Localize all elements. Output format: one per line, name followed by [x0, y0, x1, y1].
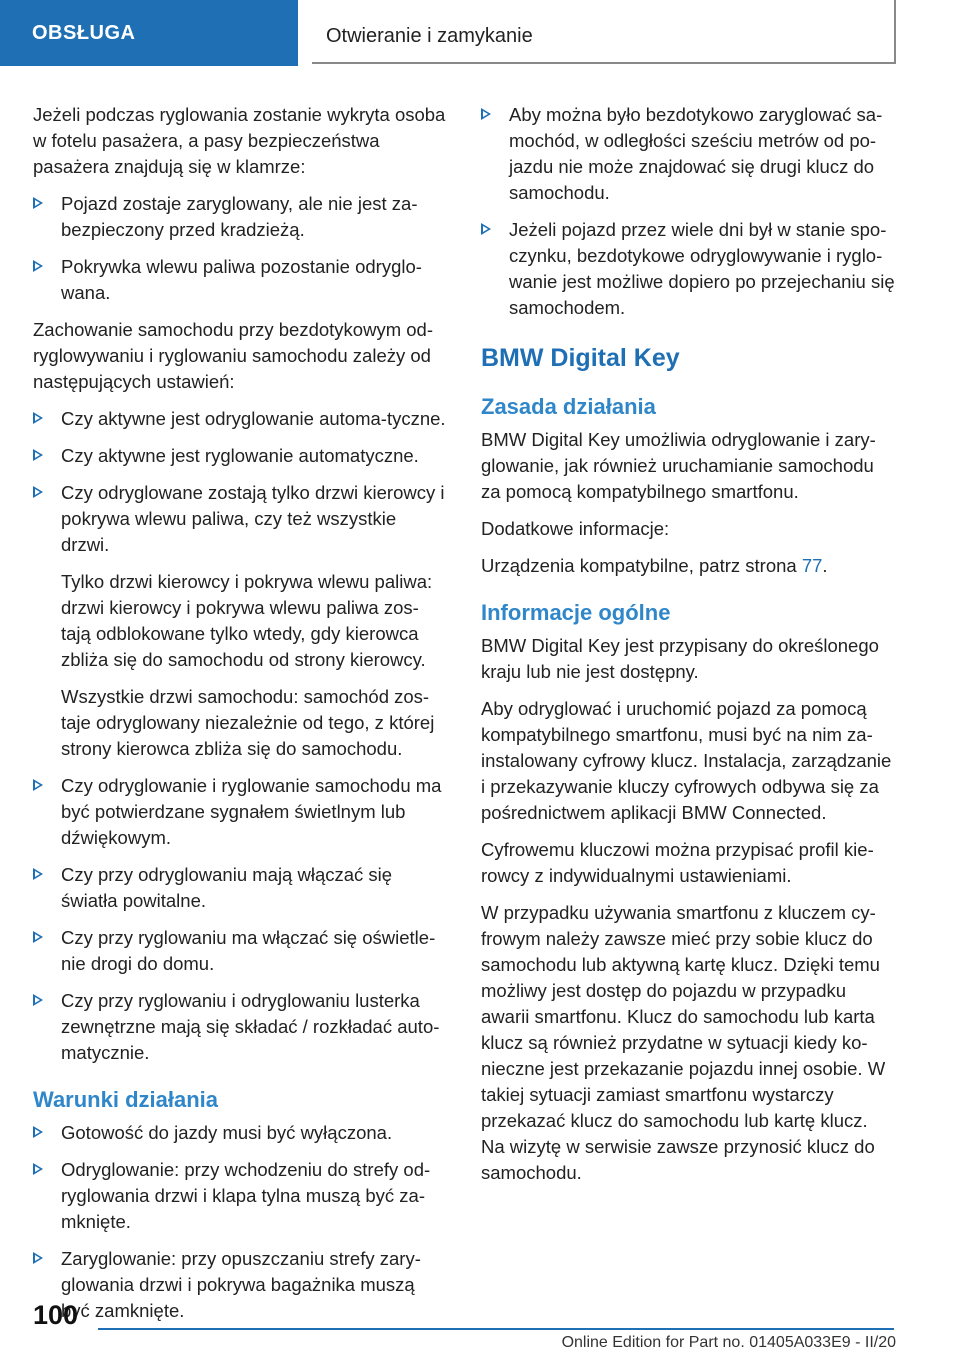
list-item: Czy przy ryglowaniu i odryglowaniu lusterka zewnętrzne mają się składać / rozkładać auto-matycznie. — [33, 988, 448, 1066]
additional-info: Dodatkowe informacje: — [481, 518, 670, 539]
bullet-triangle-icon — [33, 449, 43, 461]
sub-paragraph: Tylko drzwi kierowcy i pokrywa wlewu paliwa: drzwi kierowcy i pokrywa wlewu paliwa zos-tają odblokowane tylko wtedy, gdy kierowca zbliża się do samochodu od strony kierowcy. — [61, 571, 433, 670]
list-item: Czy przy odryglowaniu mają włączać się światła powitalne. — [33, 862, 448, 914]
general-paragraph: BMW Digital Key jest przypisany do określonego kraju lub nie jest dostępny. — [481, 635, 879, 682]
bullet-triangle-icon — [33, 197, 43, 209]
chapter-title-text: Otwieranie i zamykanie — [326, 24, 533, 47]
general-heading: Informacje ogólne — [481, 600, 671, 625]
list-item: Jeżeli pojazd przez wiele dni był w stanie spo-czynku, bezdotykowe odryglowywanie i ryglo-wanie jest możliwe dopiero po przejechaniu się samochodem. — [481, 217, 896, 321]
list-item: Aby można było bezdotykowo zaryglować sa-mochód, w odległości sześciu metrów od po-jazdu nie może znajdować się drugi klucz do samochodu. — [481, 102, 896, 206]
list-item: Pojazd zostaje zaryglowany, ale nie jest za-bezpieczony przed kradzieżą. — [33, 191, 448, 243]
list-item: Czy aktywne jest ryglowanie automatyczne. — [33, 443, 448, 469]
general-paragraph: Aby odryglować i uruchomić pojazd za pomocą kompatybilnego smartfonu, musi być na nim za-instalowany cyfrowy klucz. Instalacja, zarządzanie i przekazywanie kluczy cyfrowych odbywa się za pośrednictwem aplikacji BMW Connected. — [481, 698, 892, 823]
section-title: BMW Digital Key — [481, 344, 680, 372]
general-paragraph: W przypadku używania smartfonu z kluczem cy-frowym należy zawsze mieć przy sobie klucz do samochodu lub aktywną kartę klucz. Dzięki temu możliwy jest dostęp do pojazdu w przypadku awarii smartfonu. Klucz do samochodu lub karta klucz są również przydatne w sytuacji kiedy ko-nieczne jest przekazanie pojazdu innej osobie. W takiej sytuacji zamiast smartfonu wystarczy przekazać klucz do samochodu lub kartę klucz. Na wizytę w serwisie zawsze przynosić klucz do samochodu. — [481, 902, 886, 1183]
proximity-list — [481, 102, 896, 321]
list-item: Odryglowanie: przy wchodzeniu do strefy od-ryglowania drzwi i klapa tylna muszą być za-mknięte. — [33, 1157, 448, 1235]
list-item: Czy odryglowanie i ryglowanie samochodu ma być potwierdzane sygnałem świetlnym lub dźwiękowym. — [33, 773, 448, 851]
bullet-triangle-icon — [33, 868, 43, 880]
bullet-triangle-icon — [33, 486, 43, 498]
page-link[interactable]: 77 — [801, 555, 823, 576]
bullet-triangle-icon — [33, 1252, 43, 1264]
left-column — [33, 102, 448, 1335]
list-item: Zaryglowanie: przy opuszczaniu strefy zary-glowania drzwi i pokrywa bagażnika muszą być zamknięte. — [33, 1246, 448, 1324]
settings-list — [33, 406, 448, 1066]
principle-heading: Zasada działania — [481, 394, 656, 419]
principle-paragraph: BMW Digital Key umożliwia odryglowanie i zary-glowanie, jak również uruchamianie samochodu za pomocą kompatybilnego smartfonu. — [481, 429, 876, 502]
bullet-triangle-icon — [33, 260, 43, 272]
list-item: Czy odryglowane zostają tylko drzwi kierowcy i pokrywa wlewu paliwa, czy też wszystkie drzwi. Tylko drzwi kierowcy i pokrywa wlewu paliwa: drzwi kierowcy i pokrywa wlewu paliwa zos-tają odblokowane tylko wtedy, gdy kierowca zbliża się do samochodu od strony kierowcy. Wszystkie drzwi samochodu: samochód zos-taje odryglowany niezależnie od tego, z której strony kierowca zbliża się do samochodu. — [33, 480, 448, 762]
page-header — [0, 0, 960, 66]
bullet-triangle-icon — [33, 1126, 43, 1138]
list-item: Czy przy ryglowaniu ma włączać się oświetle-nie drogi do domu. — [33, 925, 448, 977]
bullet-triangle-icon — [481, 223, 491, 235]
chapter-title — [312, 0, 896, 64]
passenger-list — [33, 191, 448, 306]
bullet-triangle-icon — [33, 994, 43, 1006]
list-item: Pokrywka wlewu paliwa pozostanie odryglo-wana. — [33, 254, 448, 306]
bullet-triangle-icon — [33, 412, 43, 424]
bullet-triangle-icon — [33, 1163, 43, 1175]
general-paragraph: Cyfrowemu kluczowi można przypisać profil kie-rowcy z indywidualnymi ustawieniami. — [481, 839, 874, 886]
intro-paragraph: Jeżeli podczas ryglowania zostanie wykryta osoba w fotelu pasażera, a pasy bezpieczeństwa pasażera znajdują się w klamrze: — [33, 104, 446, 177]
edition-note: Online Edition for Part no. 01405A033E9 - II/20 — [561, 1334, 896, 1351]
section-label: OBSŁUGA — [0, 0, 298, 66]
sub-paragraph: Wszystkie drzwi samochodu: samochód zos-taje odryglowany niezależnie od tego, z której strony kierowca zbliża się do samochodu. — [61, 686, 435, 759]
behavior-paragraph: Zachowanie samochodu przy bezdotykowym od-ryglowywaniu i ryglowaniu samochodu zależy od następujących ustawień: — [33, 319, 433, 392]
right-column — [481, 102, 896, 1197]
list-item: Czy aktywne jest odryglowanie automa-tyczne. — [33, 406, 448, 432]
page-number: 100 — [33, 1300, 79, 1330]
conditions-heading: Warunki działania — [33, 1087, 219, 1112]
devices-reference: Urządzenia kompatybilne, patrz strona 77. — [481, 555, 828, 576]
bullet-triangle-icon — [33, 779, 43, 791]
bullet-triangle-icon — [33, 931, 43, 943]
bullet-triangle-icon — [481, 108, 491, 120]
footer-divider — [98, 1328, 894, 1330]
conditions-list — [33, 1120, 448, 1324]
list-item: Gotowość do jazdy musi być wyłączona. — [33, 1120, 448, 1146]
